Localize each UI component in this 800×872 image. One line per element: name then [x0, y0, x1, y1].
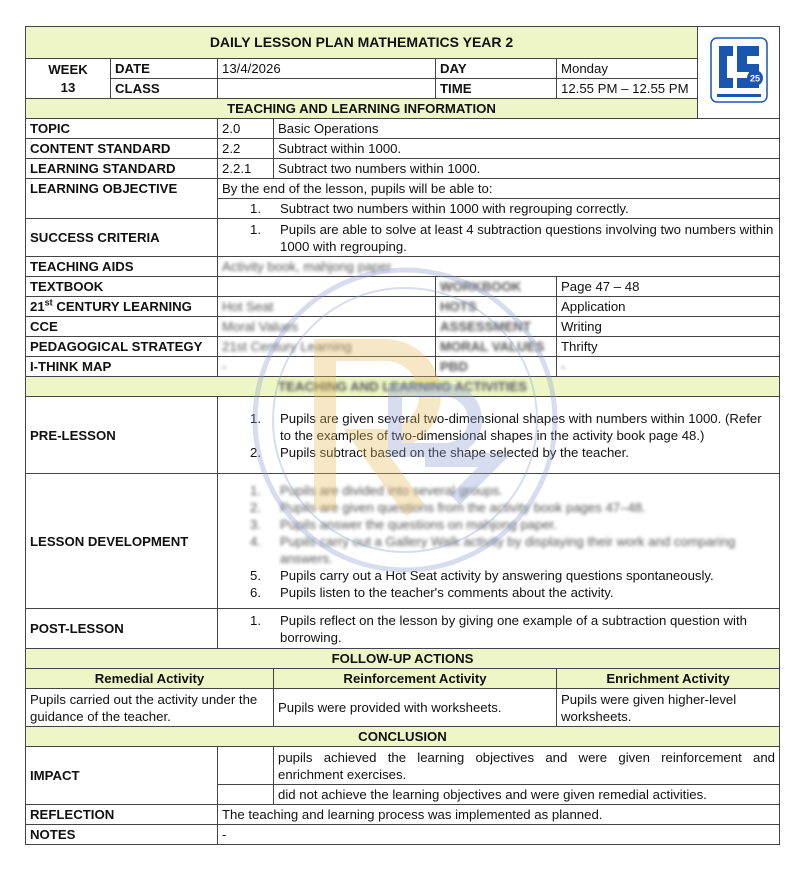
learning-standard-label: LEARNING STANDARD	[26, 159, 218, 179]
week-value: 13	[60, 79, 76, 95]
success-criteria-label: SUCCESS CRITERIA	[26, 219, 218, 257]
school-logo	[698, 27, 780, 119]
pedagogy-label: PEDAGOGICAL STRATEGY	[26, 337, 218, 357]
assessment-label: ASSESSMENT	[436, 317, 557, 337]
textbook-value	[218, 277, 436, 297]
time-label: TIME	[436, 79, 557, 99]
date-value: 13/4/2026	[218, 59, 436, 79]
pre-lesson-item: 2. Pupils subtract based on the shape selected by the teacher.	[250, 444, 629, 460]
cce-label: CCE	[26, 317, 218, 337]
content-standard-code: 2.2	[218, 139, 274, 159]
reinforcement-value: Pupils were provided with worksheets.	[274, 689, 557, 727]
date-label: DATE	[111, 59, 218, 79]
success-criteria-cell	[218, 219, 780, 257]
learning-objective-intro: By the end of the lesson, pupils will be able to:	[218, 179, 779, 199]
impact-achieved-check	[218, 747, 274, 785]
workbook-label: WORKBOOK	[436, 277, 557, 297]
hots-value: Application	[557, 297, 780, 317]
followup-section-title: FOLLOW-UP ACTIONS	[26, 649, 780, 669]
pbd-label: PBD	[436, 357, 557, 377]
lesson-plan-table	[25, 26, 780, 845]
ithink-value: -	[218, 357, 436, 377]
lesson-development-item: 6. Pupils listen to the teacher's comments about the activity.	[250, 584, 614, 600]
lesson-development-item: 1. Pupils are divided into several groups.	[250, 482, 503, 498]
impact-label: IMPACT	[26, 747, 218, 805]
class-label: CLASS	[111, 79, 218, 99]
post-lesson-list	[222, 612, 775, 646]
enrichment-value: Pupils were given higher-level worksheets.	[557, 689, 780, 727]
remedial-header: Remedial Activity	[26, 669, 274, 689]
lesson-development-item: 5. Pupils carry out a Hot Seat activity by answering questions spontaneously.	[250, 567, 714, 583]
pre-lesson-item: 1. Pupils are given several two-dimensional shapes with numbers within 1000. (Refer to the examples of two-dimensional shapes in the activity book page 48.)	[250, 410, 762, 443]
enrichment-header: Enrichment Activity	[557, 669, 780, 689]
remedial-value: Pupils carried out the activity under the guidance of the teacher.	[26, 689, 274, 727]
moral-values-value: Thrifty	[557, 337, 780, 357]
time-value: 12.55 PM – 12.55 PM	[557, 79, 698, 99]
reflection-label: REFLECTION	[26, 805, 218, 825]
impact-not-achieved: did not achieve the learning objectives and were given remedial activities.	[274, 785, 780, 805]
topic-code: 2.0	[218, 119, 274, 139]
pre-lesson-label: PRE-LESSON	[26, 397, 218, 474]
notes-value: -	[218, 825, 780, 845]
pre-lesson-cell	[218, 397, 780, 474]
logo-number: 25	[749, 73, 760, 83]
lesson-plan-sheet	[25, 26, 779, 845]
page-title: DAILY LESSON PLAN MATHEMATICS YEAR 2	[26, 27, 698, 59]
class-value	[218, 79, 436, 99]
learning-objective-cell	[218, 179, 780, 219]
content-standard-value: Subtract within 1000.	[274, 139, 780, 159]
century-learning-value: Hot Seat	[218, 297, 436, 317]
reinforcement-header: Reinforcement Activity	[274, 669, 557, 689]
assessment-value: Writing	[557, 317, 780, 337]
content-standard-label: CONTENT STANDARD	[26, 139, 218, 159]
topic-label: TOPIC	[26, 119, 218, 139]
logo-icon	[707, 34, 771, 108]
ithink-label: I-THINK MAP	[26, 357, 218, 377]
day-value: Monday	[557, 59, 698, 79]
week-label: WEEK	[48, 61, 88, 77]
post-lesson-item: 1. Pupils reflect on the lesson by giving one example of a subtraction question with borrowing.	[250, 612, 747, 645]
notes-label: NOTES	[26, 825, 218, 845]
lesson-development-label: LESSON DEVELOPMENT	[26, 474, 218, 609]
learning-objective-item: 1. Subtract two numbers within 1000 with regrouping correctly.	[250, 201, 629, 216]
lesson-development-cell	[218, 474, 780, 609]
lesson-development-item: 2. Pupils are given questions from the activity book pages 47–48.	[250, 499, 646, 515]
impact-not-achieved-check	[218, 785, 274, 805]
info-section-title: TEACHING AND LEARNING INFORMATION	[26, 99, 698, 119]
reflection-value: The teaching and learning process was implemented as planned.	[218, 805, 780, 825]
learning-standard-code: 2.2.1	[218, 159, 274, 179]
teaching-aids-label: TEACHING AIDS	[26, 257, 218, 277]
pre-lesson-list	[222, 410, 775, 461]
teaching-aids-value: Activity book, mahjong paper	[218, 257, 780, 277]
post-lesson-label: POST-LESSON	[26, 609, 218, 649]
impact-achieved: pupils achieved the learning objectives and were given reinforcement and enrichment exercises.	[274, 747, 780, 785]
lesson-development-item: 4. Pupils carry out a Gallery Walk activity by displaying their work and comparing answers.	[250, 533, 736, 566]
day-label: DAY	[436, 59, 557, 79]
learning-objective-label: LEARNING OBJECTIVE	[26, 179, 218, 219]
conclusion-section-title: CONCLUSION	[26, 727, 780, 747]
century-learning-label: 21st CENTURY LEARNING	[26, 297, 218, 317]
pbd-value: -	[557, 357, 780, 377]
week-cell	[26, 59, 111, 99]
workbook-value: Page 47 – 48	[557, 277, 780, 297]
cce-value: Moral Values	[218, 317, 436, 337]
pedagogy-value: 21st Century Learning	[218, 337, 436, 357]
success-criteria-item: 1. Pupils are able to solve at least 4 subtraction questions involving two numbers within 1000 with regrouping.	[250, 221, 774, 254]
lesson-development-item: 3. Pupils answer the questions on mahjong paper.	[250, 516, 558, 532]
textbook-label: TEXTBOOK	[26, 277, 218, 297]
lesson-development-list	[222, 482, 775, 601]
post-lesson-cell	[218, 609, 780, 649]
hots-label: HOTS	[436, 297, 557, 317]
topic-value: Basic Operations	[274, 119, 780, 139]
moral-values-label: MORAL VALUES	[436, 337, 557, 357]
activities-section-title: TEACHING AND LEARNING ACTIVITIES	[26, 377, 780, 397]
learning-standard-value: Subtract two numbers within 1000.	[274, 159, 780, 179]
